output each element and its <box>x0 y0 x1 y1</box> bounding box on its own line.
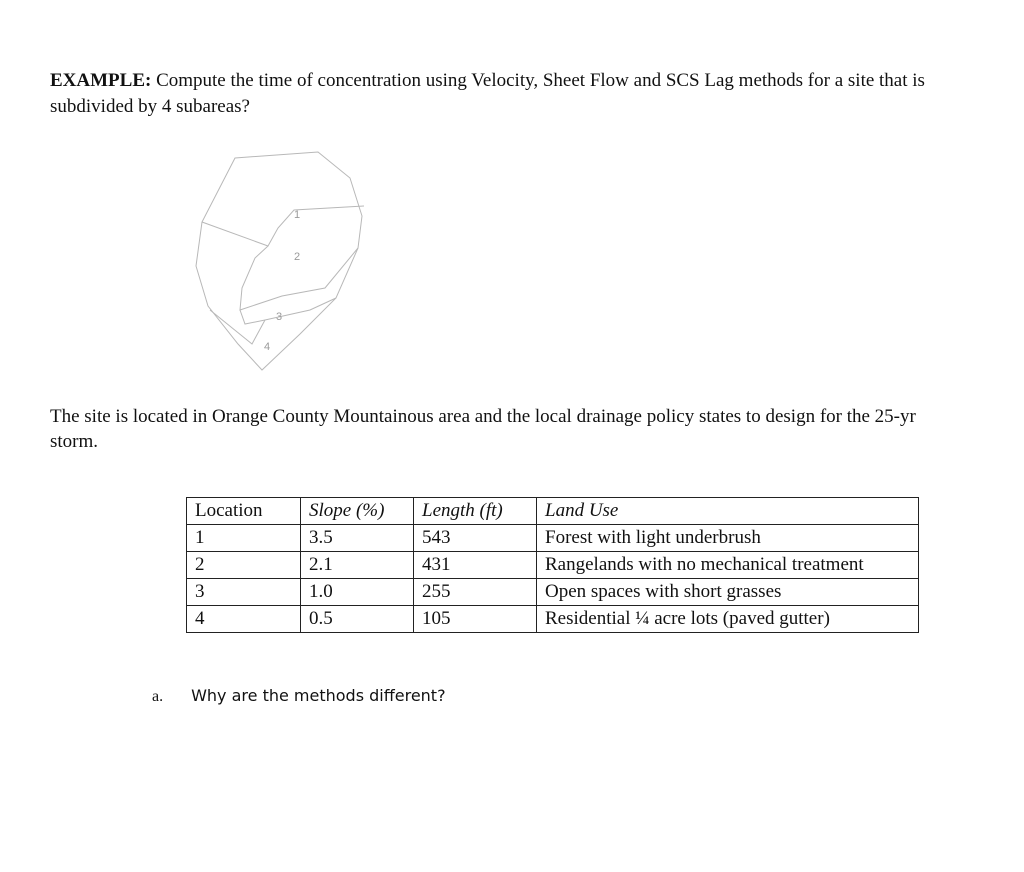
cell-land-use: Forest with light underbrush <box>537 525 919 552</box>
cell-location: 4 <box>187 606 301 633</box>
subarea-label-1: 1 <box>294 209 301 221</box>
header-land-use: Land Use <box>537 498 919 525</box>
table-header-row <box>187 498 919 525</box>
site-description: The site is located in Orange County Mountainous area and the local drainage policy states to design for the 25-yr storm. <box>50 406 916 452</box>
header-length: Length (ft) <box>414 498 537 525</box>
example-text: Compute the time of concentration using Velocity, Sheet Flow and SCS Lag methods for a site that is subdivided by 4 subareas? <box>50 70 925 117</box>
cell-location: 1 <box>187 525 301 552</box>
question-label: a. <box>152 688 164 705</box>
header-location: Location <box>187 498 301 525</box>
subarea-label-2: 2 <box>294 251 301 263</box>
cell-slope: 0.5 <box>301 606 414 633</box>
subarea-divider-3 <box>240 298 336 324</box>
table-row <box>187 525 919 552</box>
table-row <box>187 579 919 606</box>
cell-location: 2 <box>187 552 301 579</box>
question-a <box>152 686 446 706</box>
cell-location: 3 <box>187 579 301 606</box>
cell-length: 105 <box>414 606 537 633</box>
subarea-divider-1 <box>202 206 364 246</box>
example-problem <box>50 68 950 120</box>
table-row <box>187 552 919 579</box>
site-boundary <box>196 152 362 370</box>
cell-slope: 3.5 <box>301 525 414 552</box>
site-subarea-sketch <box>190 148 370 378</box>
cell-slope: 1.0 <box>301 579 414 606</box>
cell-land-use: Residential ¼ acre lots (paved gutter) <box>537 606 919 633</box>
cell-length: 255 <box>414 579 537 606</box>
question-text: Why are the methods different? <box>191 686 446 705</box>
subarea-divider-4 <box>210 310 265 344</box>
subarea-label-3: 3 <box>276 311 283 323</box>
cell-length: 543 <box>414 525 537 552</box>
cell-length: 431 <box>414 552 537 579</box>
example-label: EXAMPLE: <box>50 70 152 91</box>
table-row <box>187 606 919 633</box>
subarea-label-4: 4 <box>264 341 271 353</box>
header-slope: Slope (%) <box>301 498 414 525</box>
cell-slope: 2.1 <box>301 552 414 579</box>
cell-land-use: Rangelands with no mechanical treatment <box>537 552 919 579</box>
cell-land-use: Open spaces with short grasses <box>537 579 919 606</box>
subarea-table <box>186 497 919 633</box>
